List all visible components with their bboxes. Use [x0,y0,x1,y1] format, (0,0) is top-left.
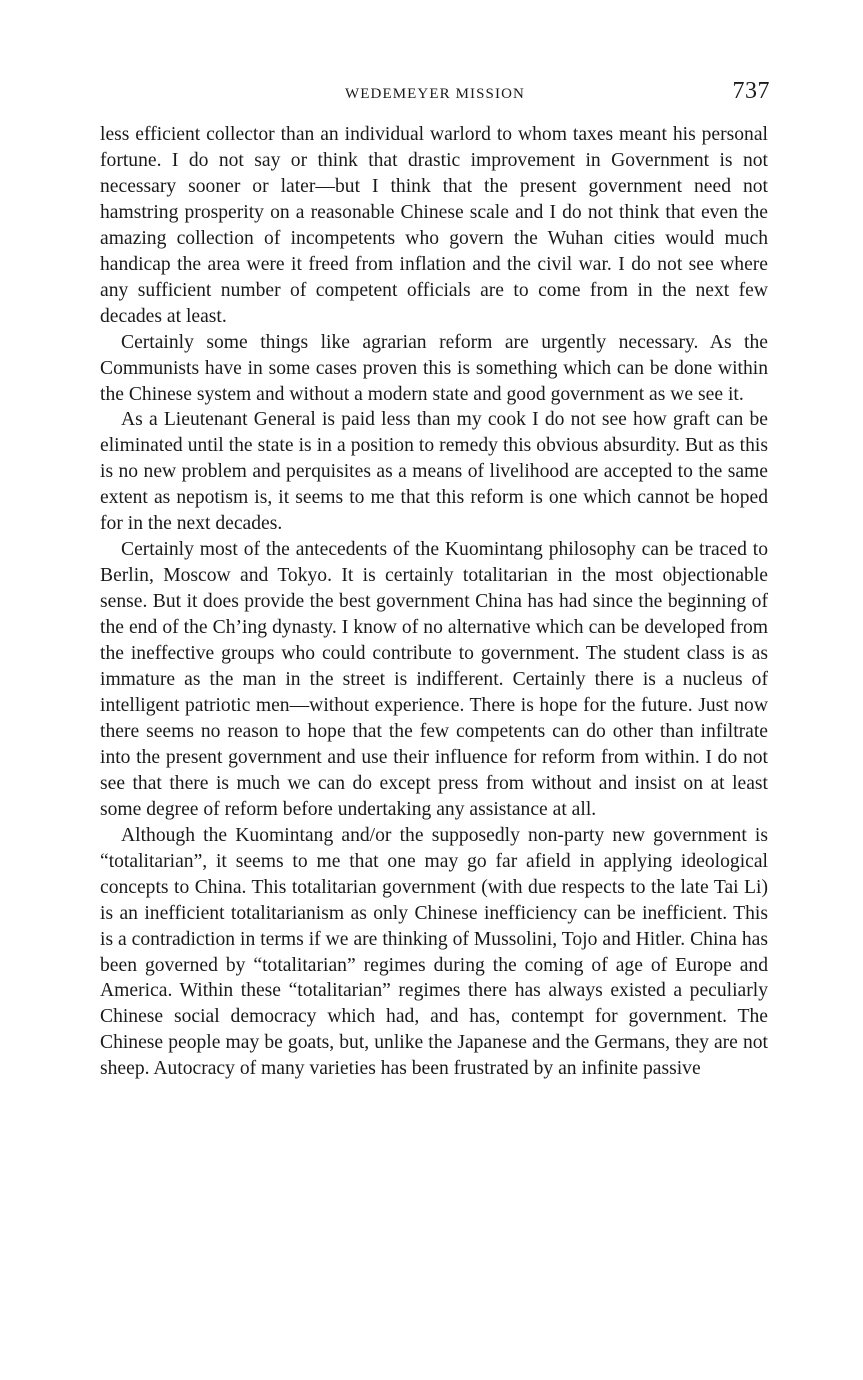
paragraph-totalitarian: Although the Kuomintang and/or the supposedly non-party new government is “totalitarian”, it seems to me that one may go far afield in applying ideological concepts to China. This totalitarian government (with due respects to the late Tai Li) is an inefficient totalitarianism as only Chinese inefficiency can be inefficient. This is a contradiction in terms if we are thinking of Mussolini, Tojo and Hitler. China has been governed by “totalitarian” regimes during the coming of age of Europe and America. Within these “totalitarian” regimes there has always existed a peculiarly Chinese social democracy which had, and has, contempt for government. The Chinese people may be goats, but, unlike the Japanese and the Germans, they are not sheep. Autocracy of many varieties has been frustrated by an infinite passive [100,824,768,1080]
page-number: 737 [732,78,770,104]
running-head [100,78,770,112]
paragraph-graft: As a Lieutenant General is paid less than my cook I do not see how graft can be eliminated until the state is in a position to remedy this obvious absurdity. But as this is no new problem and perquisites as a means of livelihood are accepted to the same extent as nepotism is, it seems to me that this reform is one which cannot be hoped for in the next decades. [100,409,768,535]
paragraph-continued: less efficient collector than an individual warlord to whom taxes meant his personal fortune. I do not say or think that drastic improvement in Government is not necessary sooner or later—but I think that the present government need not hamstring prosperity on a reasonable Chinese scale and I do not think that even the amazing collection of incompetents who govern the Wuhan cities would much handicap the area were it freed from inflation and the civil war. I do not see where any sufficient number of competent officials are to come from in the next few decades at least. [100,124,768,327]
paragraph-agrarian-reform: Certainly some things like agrarian reform are urgently necessary. As the Communists have in some cases proven this is something which can be done within the Chinese system and without a modern state and good government as we see it. [100,331,768,405]
running-title: WEDEMEYER MISSION [345,86,525,102]
body-text [100,122,768,1082]
paragraph-kuomintang-philosophy: Certainly most of the antecedents of the Kuomintang philosophy can be traced to Berlin, Moscow and Tokyo. It is certainly totalitarian in the most objectionable sense. But it does provide the best government China has had since the beginning of the end of the Ch’ing dynasty. I know of no alternative which can be developed from the ineffective groups who could contribute to government. The student class is as immature as the man in the street is indifferent. Certainly there is a nucleus of intelligent patriotic men—without experience. There is hope for the future. Just now there seems no reason to hope that the few competents can do other than infiltrate into the present government and use their influence for reform from within. I do not see that there is much we can do except press from without and insist on at least some degree of reform before undertaking any assistance at all. [100,539,768,820]
